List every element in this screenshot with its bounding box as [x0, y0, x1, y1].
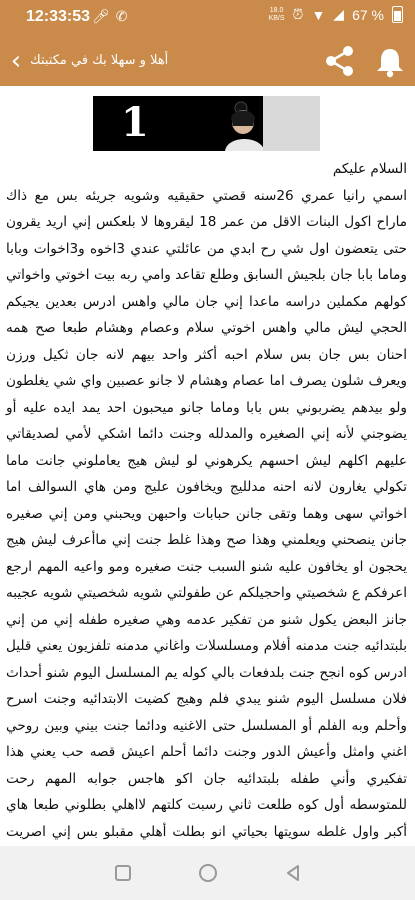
network-speed-value: 18.0 — [269, 6, 284, 14]
app-bar-title: أهلا و سهلا بك في مكتبتك — [30, 53, 169, 68]
battery-icon — [392, 6, 403, 23]
status-left-icons — [92, 8, 134, 25]
share-icon[interactable] — [322, 44, 358, 78]
battery-percent: 67 % — [352, 6, 384, 23]
app-bar — [0, 36, 415, 86]
wifi-icon: ▼ — [311, 6, 326, 23]
phone-icon: ✆ — [115, 8, 134, 24]
story-banner-image — [93, 96, 320, 151]
chevron-left-icon[interactable]: ‹ — [10, 46, 22, 76]
status-right — [269, 6, 403, 23]
circle-home-icon[interactable] — [196, 861, 220, 885]
square-recent-apps-icon[interactable] — [111, 861, 135, 885]
network-speed — [269, 7, 285, 23]
triangle-back-icon[interactable] — [281, 861, 305, 885]
story-text — [6, 156, 407, 846]
alarm-icon: ⏰︎ — [292, 6, 304, 22]
microphone-icon: 🎤︎ — [92, 8, 116, 24]
signal-icon: ◢ — [333, 6, 345, 22]
bell-icon[interactable] — [372, 44, 408, 80]
story-body: اسمي رانيا عمري 26سنه قصتي حقيقيه وشويه جريئه بس مع ذاك ماراح اكول البنات الاقل من عمر 18 ليقروها لا بلعكس إني اريد يقرون حتى يتعضون اول شي رح ابدي من عائلتي عندي 3اخوه و3اخوات وبابا وماما بابا جان بلجيش السابق وطلع تقاعد وامي ربه بيت اخوتي واخواتي كولهم مكملين دراسه ماعدا إني جان مالي واهس ادرس بعدين يجيكم الحجي ليش مالي واهس اخوتي سلام وعصام وهشام طبعا صح همه احنان بس جان بس سلام احبه أكثر واحد بيهم لانه جان ثكيل ورزن ويعرف شلون يصرف اما عصام وهشام لا جانو عصبين واي شي يغلطون ولو بيدهم يضربوني بس بابا وماما جانو ميحبون احد يمد ايده عليه أو يضوجني لأنه إني الصغيره والمدلله وجنت دائما اشكي لأمي لصديقاتي عليهم اكلهم ليش احسهم يكرهوني لو ليش هيج يعاملوني جانت ماما تكولي يغارون لانه احنه مدلليج ويخافون عليج ومن هاي السوالف اما اخواتي سهى وهما وتقى جانن حبابات واحبهن ويحبني ومن إني صغيره جانن ينصحني ويعلمني وهذا صح وهذا غلط جنت إني ماأعرف ليش هيج يحجون او يخافون عليه شنو السبب جنت صغيره ومو واعيه المهم ارجع اعرفكم ع شخصيتي واحجيلكم عن طفولتي شويه شخصيتي شويه عجيبه جانز البعض يكول شنو من تفكير عدمه وهي صغيره طفله إني من إني بلبتدائيه جنت مدمنه أفلام ومسلسلات واغاني مدمنه تلفزيون يعني قليل ادرس كوه انجح جنت بلدفعات بالي كوله يم المسلسل اليوم شنو أحداث فلان مسلسل اليوم شنو يبدي فلم وهيج كضيت الابتدائيه وجنت اسرح وأحلم وبه الفلم أو المسلسل حتى الاغنيه ودائما جنت بيني وبين روحي اغني وامثل وأعيش الدور وجنت دائما أحلم اعيش قصه حب يعني هذا تفكيري وأني طفله بلبتدائيه جان اكو هاجس جوابه المهم رحت للمتوسطه أول كوه طلعت ثاني رسبت كلتهم لااهلي بطلوني طبعا هاي أكبر واول غلطه سويتها بحياتي انو بطلت أهلي مقبلو بس إني اصريت — [6, 187, 407, 840]
banner-number: 1 — [121, 99, 149, 146]
status-time: 12:33:53 — [26, 8, 91, 25]
story-greeting: السلام عليكم — [332, 161, 407, 177]
status-bar — [0, 0, 415, 36]
network-speed-unit: KB/S — [268, 14, 285, 22]
system-nav-bar — [0, 846, 415, 900]
girl-silhouette-icon — [93, 96, 320, 151]
